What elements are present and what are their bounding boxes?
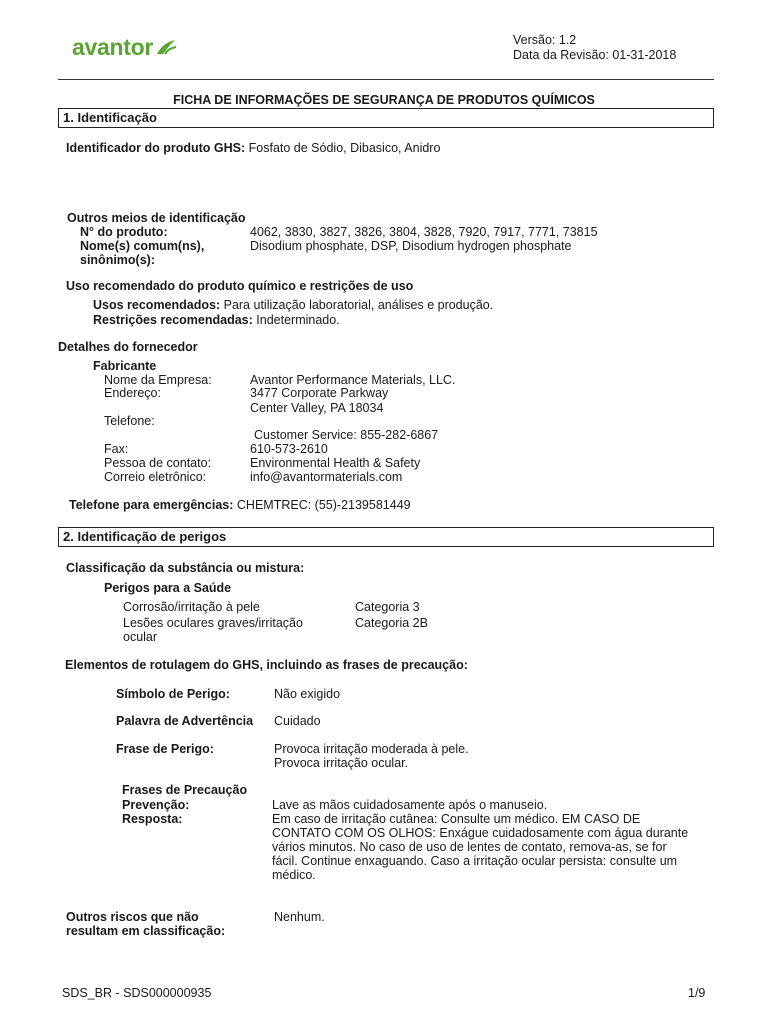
brand-name: avantor xyxy=(72,34,153,60)
response-line-3: vários minutos. No caso de uso de lentes de contato, remova-as, se for xyxy=(272,840,667,854)
email-link[interactable]: info@avantormaterials.com xyxy=(250,470,403,484)
product-no-label: N° do produto: xyxy=(80,225,168,239)
response-line-2: CONTATO COM OS OLHOS: Enxágue cuidadosamente com água durante xyxy=(272,826,689,840)
classification-heading: Classificação da substância ou mistura: xyxy=(66,561,305,575)
avantor-logo xyxy=(72,34,153,61)
recommended-uses xyxy=(93,298,493,312)
hazard-phrase-label: Frase de Perigo: xyxy=(116,742,214,756)
hazard-1-name: Corrosão/irritação à pele xyxy=(123,600,260,614)
page-number: 1/9 xyxy=(688,986,706,1000)
hazard-2-category: Categoria 2B xyxy=(355,616,428,630)
response-line-1: Em caso de irritação cutânea: Consulte um médico. EM CASO DE xyxy=(272,812,641,826)
signal-word-label: Palavra de Advertência xyxy=(116,714,254,728)
hazard-2-name-line-1: Lesões oculares graves/irritação xyxy=(123,616,303,630)
version-text: Versão: 1.2 xyxy=(513,33,577,47)
supplier-heading: Detalhes do fornecedor xyxy=(58,340,198,354)
prevention-value: Lave as mãos cuidadosamente após o manuseio. xyxy=(272,798,548,812)
symbol-label: Símbolo de Perigo: xyxy=(116,687,230,701)
section-1-title: 1. Identificação xyxy=(63,110,157,125)
revision-date: Data da Revisão: 01-31-2018 xyxy=(513,48,677,62)
response-label: Resposta: xyxy=(122,812,183,826)
other-means-heading: Outros meios de identificação xyxy=(67,211,246,225)
response-line-5: médico. xyxy=(272,868,316,882)
restrictions xyxy=(93,313,340,327)
hazard-1-category: Categoria 3 xyxy=(355,600,420,614)
health-hazards-heading: Perigos para a Saúde xyxy=(104,581,232,595)
leaf-icon xyxy=(155,36,177,58)
section-2-header xyxy=(58,527,714,547)
contact-value: Environmental Health & Safety xyxy=(250,456,421,470)
other-risks-value: Nenhum. xyxy=(274,910,325,924)
uses-label: Usos recomendados: xyxy=(93,298,221,312)
section-2-title: 2. Identificação de perigos xyxy=(63,529,227,544)
precaution-heading: Frases de Precaução xyxy=(122,783,248,797)
labeling-heading: Elementos de rotulagem do GHS, incluindo as frases de precaução: xyxy=(65,658,468,672)
emergency-value: CHEMTREC: (55)-2139581449 xyxy=(236,498,411,512)
footer-doc-id: SDS_BR - SDS000000935 xyxy=(62,986,212,1000)
ghs-identifier-label: Identificador do produto GHS: xyxy=(66,141,246,155)
manufacturer-heading: Fabricante xyxy=(93,359,157,373)
hazard-2-name-line-2: ocular xyxy=(123,630,158,644)
fax-value: 610-573-2610 xyxy=(250,442,328,456)
other-risks-label-2: resultam em classificação: xyxy=(66,924,226,938)
address-line-1: 3477 Corporate Parkway xyxy=(250,386,389,400)
response-line-4: fácil. Continue enxaguando. Caso a irritação ocular persista: consulte um xyxy=(272,854,678,868)
use-heading: Uso recomendado do produto químico e restrições de uso xyxy=(66,279,414,293)
product-no-value: 4062, 3830, 3827, 3826, 3804, 3828, 7920, 7917, 7771, 73815 xyxy=(250,225,598,239)
other-risks-label-1: Outros riscos que não xyxy=(66,910,199,924)
ghs-identifier-value: Fosfato de Sódio, Dibasico, Anidro xyxy=(248,141,441,155)
hazard-phrase-1: Provoca irritação moderada à pele. xyxy=(274,742,469,756)
company-label: Nome da Empresa: xyxy=(104,373,212,387)
phone-label: Telefone: xyxy=(104,414,155,428)
common-names-label-2: sinônimo(s): xyxy=(80,253,155,267)
emergency-label: Telefone para emergências: xyxy=(69,498,234,512)
phone-value: Customer Service: 855-282-6867 xyxy=(254,428,439,442)
restrictions-value: Indeterminado. xyxy=(256,313,340,327)
emergency-phone xyxy=(69,498,411,512)
header-divider xyxy=(58,79,714,80)
signal-word-value: Cuidado xyxy=(274,714,321,728)
uses-value: Para utilização laboratorial, análises e produção. xyxy=(223,298,494,312)
document-title: FICHA DE INFORMAÇÕES DE SEGURANÇA DE PRODUTOS QUÍMICOS xyxy=(173,93,595,107)
company-value: Avantor Performance Materials, LLC. xyxy=(250,373,456,387)
address-line-2: Center Valley, PA 18034 xyxy=(250,401,384,415)
email-label: Correio eletrônico: xyxy=(104,470,207,484)
section-1-header xyxy=(58,108,714,128)
common-names-label-1: Nome(s) comum(ns), xyxy=(80,239,205,253)
prevention-label: Prevenção: xyxy=(122,798,190,812)
common-names-value: Disodium phosphate, DSP, Disodium hydrogen phosphate xyxy=(250,239,572,253)
address-label: Endereço: xyxy=(104,386,161,400)
ghs-identifier xyxy=(66,141,440,155)
hazard-phrase-2: Provoca irritação ocular. xyxy=(274,756,409,770)
symbol-value: Não exigido xyxy=(274,687,341,701)
contact-label: Pessoa de contato: xyxy=(104,456,212,470)
fax-label: Fax: xyxy=(104,442,129,456)
restrictions-label: Restrições recomendadas: xyxy=(93,313,253,327)
